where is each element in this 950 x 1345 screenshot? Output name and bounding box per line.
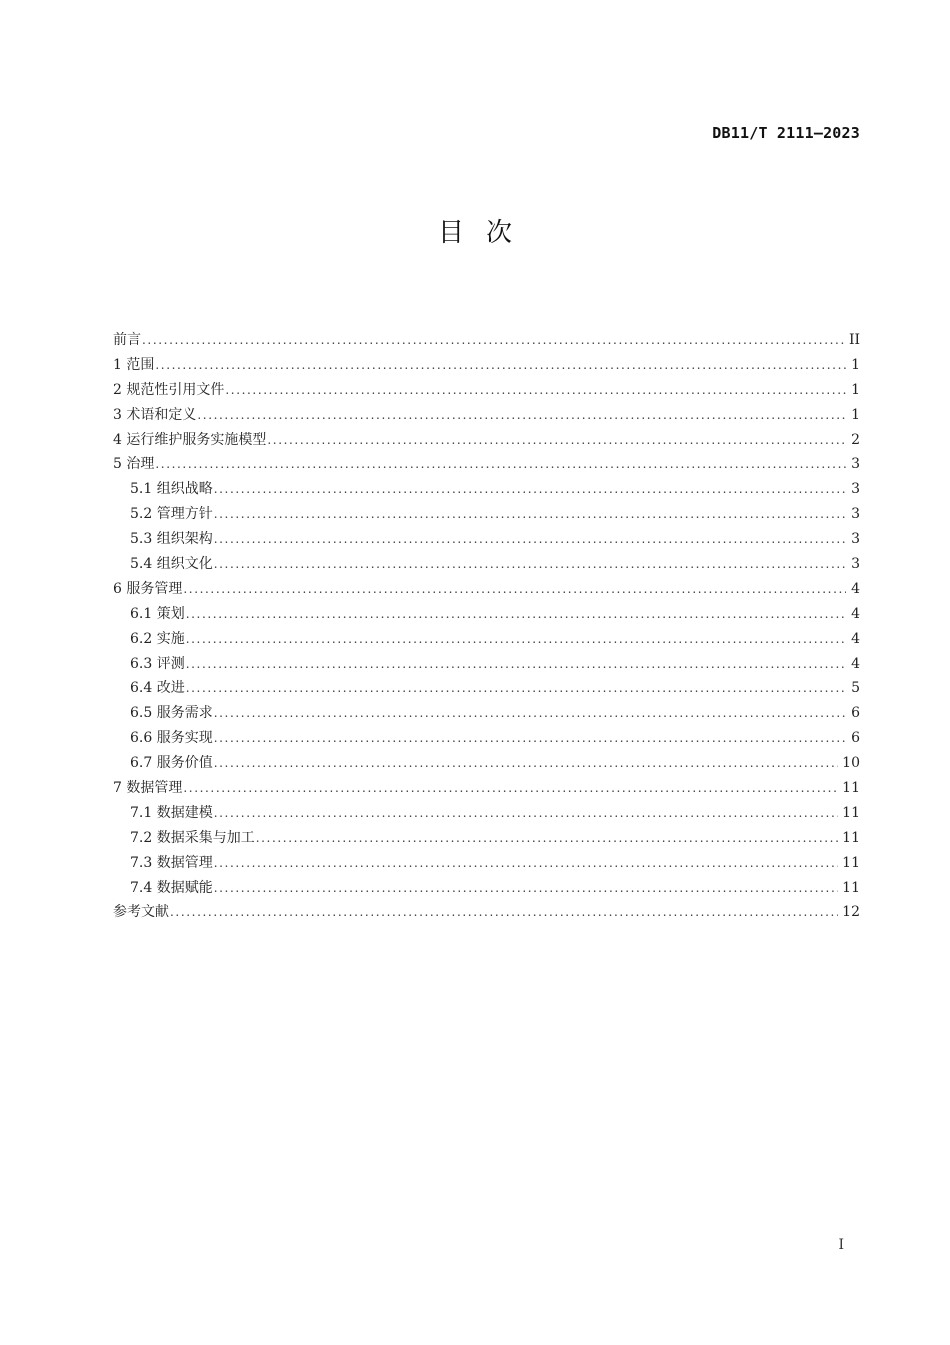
toc-entry-label: 前言: [113, 332, 141, 348]
toc-entry-label: 6.2 实施: [130, 630, 185, 647]
dot-leader: [197, 403, 846, 428]
toc-entry-data-management[interactable]: [113, 776, 860, 801]
toc-entry-6-2[interactable]: [113, 627, 860, 652]
toc-entry-governance[interactable]: [113, 452, 860, 477]
toc-entry-label: 5.4 组织文化: [130, 556, 213, 573]
toc-entry-page: 6: [851, 705, 860, 722]
toc-entry-page: 2: [851, 431, 860, 448]
toc-entry-page: 11: [842, 879, 860, 896]
toc-entry-7-2[interactable]: [113, 826, 860, 851]
toc-entry-page: 4: [851, 605, 860, 622]
dot-leader: [186, 602, 846, 627]
dot-leader: [214, 552, 846, 577]
dot-leader: [256, 826, 838, 851]
toc-entry-page: 11: [842, 804, 860, 821]
toc-entry-page: 4: [851, 630, 860, 647]
table-of-contents: [113, 328, 860, 925]
toc-entry-label: 5 治理: [113, 456, 155, 473]
toc-entry-page: 1: [851, 381, 860, 398]
toc-entry-page: 11: [842, 829, 860, 846]
toc-entry-label: 7.1 数据建模: [130, 804, 213, 821]
toc-entry-label: 5.2 管理方针: [130, 506, 213, 523]
toc-entry-page: 5: [851, 680, 860, 697]
dot-leader: [183, 577, 846, 602]
dot-leader: [183, 776, 838, 801]
toc-entry-label: 3 术语和定义: [113, 406, 197, 423]
dot-leader: [214, 726, 846, 751]
toc-entry-7-3[interactable]: [113, 851, 860, 876]
toc-entry-label: 7.3 数据管理: [130, 854, 213, 871]
dot-leader: [214, 851, 838, 876]
toc-entry-5-2[interactable]: [113, 502, 860, 527]
dot-leader: [214, 876, 838, 901]
toc-entry-page: 10: [842, 755, 860, 772]
toc-entry-page: 4: [851, 655, 860, 672]
toc-entry-page: 1: [851, 356, 860, 373]
dot-leader: [186, 627, 846, 652]
toc-entry-implementation-model[interactable]: [113, 428, 860, 453]
dot-leader: [214, 527, 846, 552]
toc-entry-bibliography[interactable]: [113, 900, 860, 925]
toc-entry-6-1[interactable]: [113, 602, 860, 627]
toc-entry-label: 6.1 策划: [130, 605, 185, 622]
dot-leader: [186, 676, 846, 701]
dot-leader: [267, 428, 846, 453]
toc-entry-6-5[interactable]: [113, 701, 860, 726]
toc-entry-page: 11: [842, 780, 860, 797]
toc-entry-label: 6.6 服务实现: [130, 730, 213, 747]
dot-leader: [214, 751, 838, 776]
toc-entry-label: 6.3 评测: [130, 655, 185, 672]
toc-entry-6-4[interactable]: [113, 676, 860, 701]
toc-entry-page: 6: [851, 730, 860, 747]
toc-entry-scope[interactable]: [113, 353, 860, 378]
toc-entry-page: 4: [851, 580, 860, 597]
dot-leader: [155, 452, 846, 477]
toc-entry-page: 3: [851, 481, 860, 498]
toc-entry-service-management[interactable]: [113, 577, 860, 602]
toc-entry-page: 3: [851, 531, 860, 548]
toc-entry-label: 1 范围: [113, 356, 155, 373]
toc-entry-terms-definitions[interactable]: [113, 403, 860, 428]
toc-entry-page: 3: [851, 456, 860, 473]
toc-entry-5-4[interactable]: [113, 552, 860, 577]
toc-entry-page: 3: [851, 556, 860, 573]
toc-entry-label: 6.7 服务价值: [130, 755, 213, 772]
dot-leader: [170, 900, 838, 925]
toc-entry-7-4[interactable]: [113, 876, 860, 901]
toc-entry-label: 6.4 改进: [130, 680, 185, 697]
toc-entry-page: 12: [842, 904, 860, 921]
dot-leader: [225, 378, 846, 403]
toc-entry-label: 参考文献: [113, 904, 169, 921]
page-title: 目次: [437, 218, 534, 248]
toc-entry-label: 5.1 组织战略: [130, 481, 213, 498]
toc-entry-label: 5.3 组织架构: [130, 531, 213, 548]
page-number: I: [838, 1237, 844, 1253]
toc-entry-foreword[interactable]: [113, 328, 860, 353]
dot-leader: [214, 477, 846, 502]
dot-leader: [214, 502, 846, 527]
toc-entry-label: 6 服务管理: [113, 580, 183, 597]
dot-leader: [214, 801, 838, 826]
toc-entry-6-7[interactable]: [113, 751, 860, 776]
toc-entry-label: 7.4 数据赋能: [130, 879, 213, 896]
toc-entry-page: 1: [851, 406, 860, 423]
toc-entry-6-3[interactable]: [113, 652, 860, 677]
dot-leader: [155, 353, 846, 378]
toc-entry-label: 2 规范性引用文件: [113, 381, 225, 398]
dot-leader: [142, 328, 845, 353]
toc-entry-label: 7.2 数据采集与加工: [130, 829, 255, 846]
toc-entry-5-3[interactable]: [113, 527, 860, 552]
document-code: DB11/T 2111—2023: [712, 124, 860, 142]
toc-entry-page: 11: [842, 854, 860, 871]
toc-entry-page: 3: [851, 506, 860, 523]
dot-leader: [214, 701, 846, 726]
dot-leader: [186, 652, 846, 677]
toc-entry-7-1[interactable]: [113, 801, 860, 826]
toc-entry-label: 6.5 服务需求: [130, 705, 213, 722]
toc-entry-label: 7 数据管理: [113, 780, 183, 797]
toc-entry-5-1[interactable]: [113, 477, 860, 502]
toc-entry-page: II: [848, 332, 860, 348]
toc-entry-6-6[interactable]: [113, 726, 860, 751]
toc-entry-normative-references[interactable]: [113, 378, 860, 403]
toc-entry-label: 4 运行维护服务实施模型: [113, 431, 267, 448]
